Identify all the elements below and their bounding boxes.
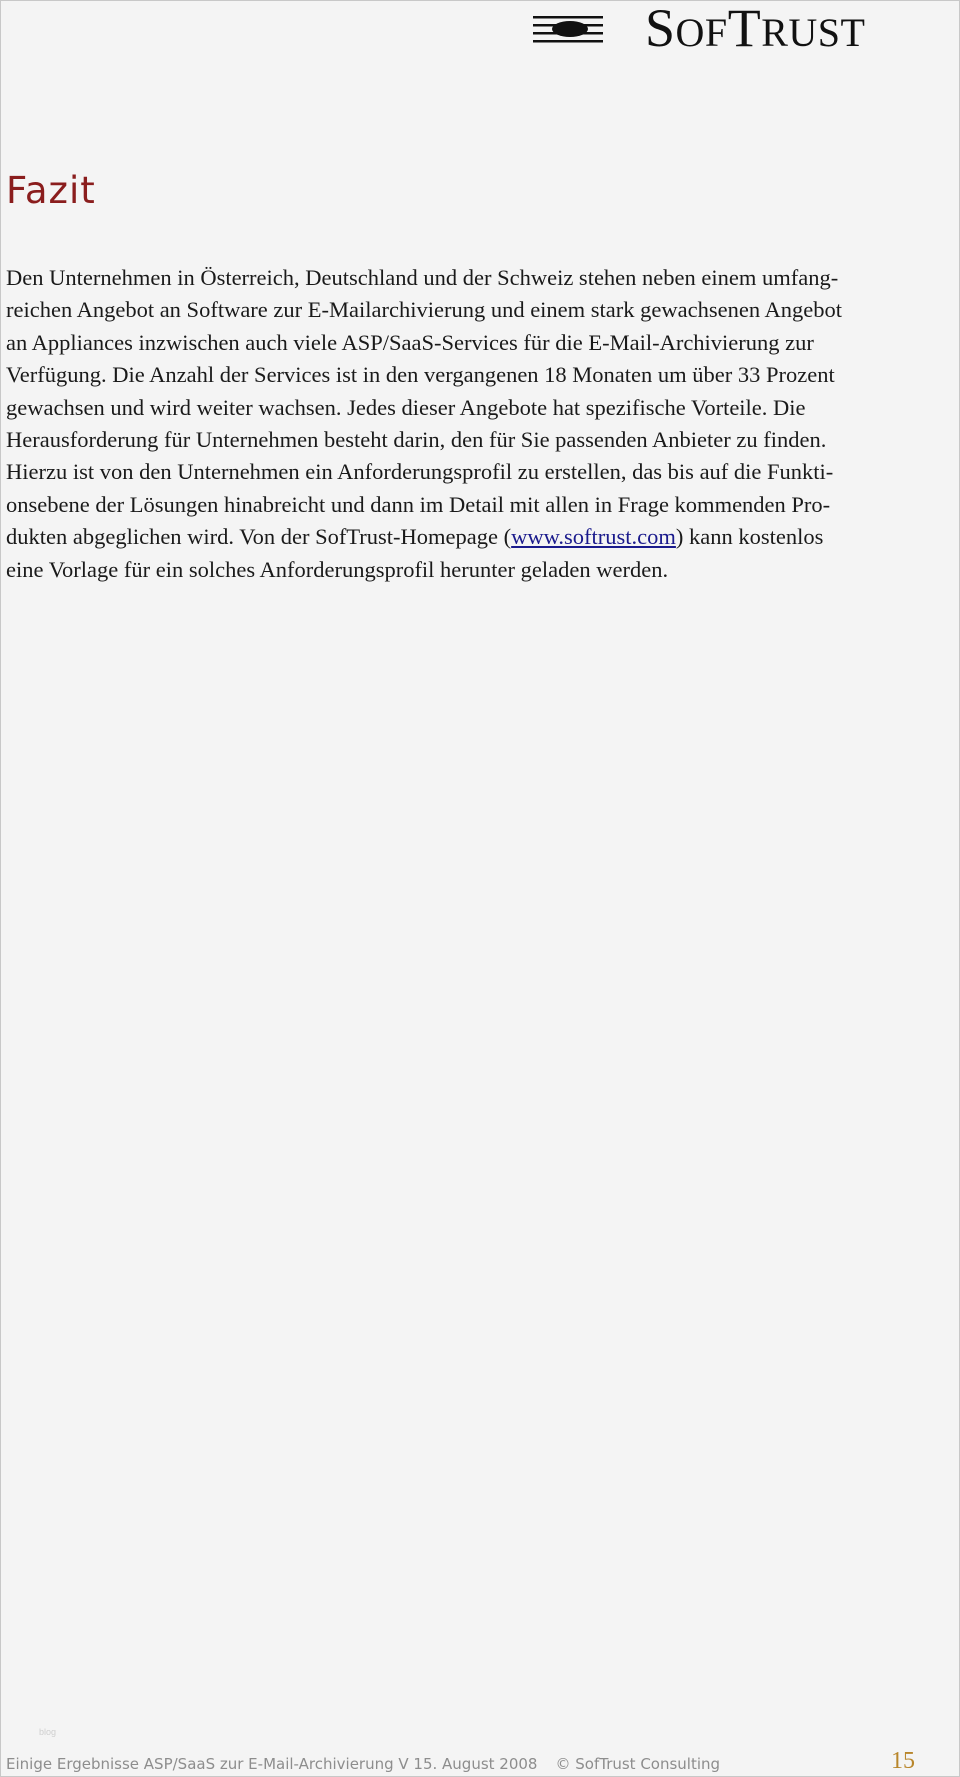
eye-stripes-logo-icon (533, 13, 607, 45)
footer-copyright: © SofTrust Consulting (555, 1755, 721, 1773)
body-paragraph (6, 262, 928, 586)
page-number: 15 (891, 1748, 915, 1774)
paragraph-line: an Appliances inzwischen auch viele ASP/SaaS-Services für die E-Mail-Archivierung zur (6, 329, 814, 355)
paragraph-line: gewachsen und wird weiter wachsen. Jedes dieser Angebote hat spezifische Vorteile. Die (6, 394, 806, 420)
section-heading: Fazit (6, 169, 96, 212)
paragraph-line (6, 521, 928, 553)
paragraph-line: Hierzu ist von den Unternehmen ein Anforderungsprofil zu erstellen, das bis auf die Funkti- (6, 459, 834, 485)
paragraph-line: eine Vorlage für ein solches Anforderungsprofil herunter geladen werden. (6, 556, 669, 582)
paragraph-text: ) kann kostenlos (675, 524, 824, 550)
paragraph-text: dukten abgeglichen wird. Von der SofTrust-Homepage ( (6, 524, 512, 550)
paragraph-line: onsebene der Lösungen hinabreicht und dann im Detail mit allen in Frage kommenden Pro- (6, 491, 831, 517)
paragraph-line: Herausforderung für Unternehmen besteht darin, den für Sie passenden Anbieter zu finden. (6, 427, 827, 453)
footer-text (6, 1755, 720, 1773)
softrust-homepage-link[interactable]: www.softrust.com (511, 524, 676, 550)
logo-wordmark: SOFTRUST (645, 0, 866, 58)
paragraph-line: Den Unternehmen in Österreich, Deutschland und der Schweiz stehen neben einem umfang- (6, 265, 839, 290)
softrust-logo (533, 0, 960, 58)
footer-title: Einige Ergebnisse ASP/SaaS zur E-Mail-Archivierung V 15. August 2008 (6, 1755, 538, 1773)
paragraph-line: Verfügung. Die Anzahl der Services ist in den vergangenen 18 Monaten um über 33 Prozent (6, 362, 835, 388)
paragraph-line: reichen Angebot an Software zur E-Mailarchivierung und einem stark gewachsenen Angebot (6, 297, 842, 323)
footer-watermark: blog (39, 1727, 57, 1737)
